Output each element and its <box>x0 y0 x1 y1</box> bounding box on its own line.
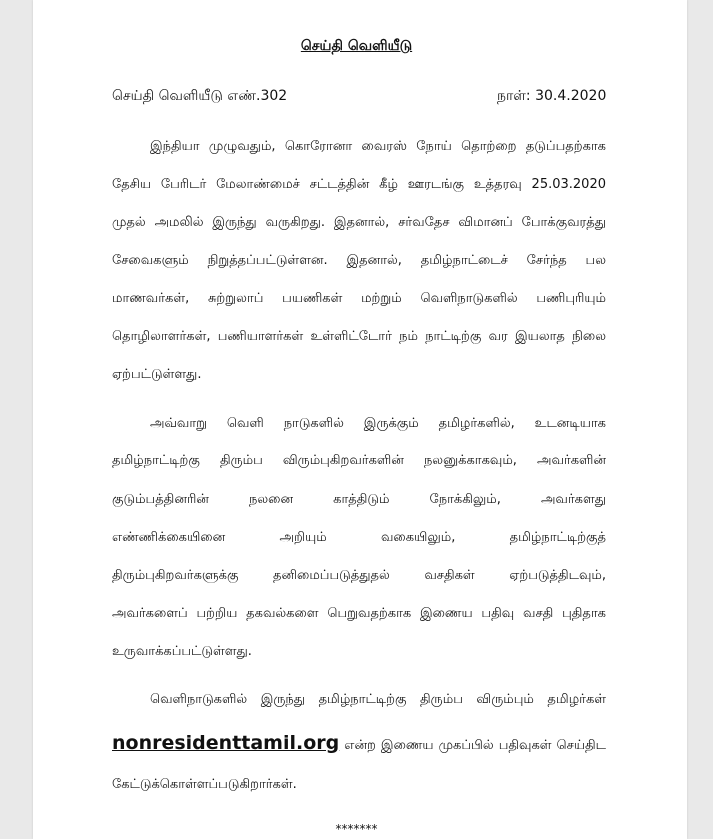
registration-website-link[interactable]: nonresidenttamil.org <box>112 732 340 754</box>
paragraph-3-line-3: கேட்டுக்கொள்ளப்படுகிறார்கள். <box>112 777 297 792</box>
paragraph-1-line-1: இந்தியா முழுவதும், கொரோனா வைரஸ் நோய் தொற்றை தடுப்பதற்காக <box>150 139 606 154</box>
paragraph-1-line-2: தேசிய பேரிடர் மேலாண்மைச் சட்டத்தின் கீழ் ஊரடங்கு உத்தரவு 25.03.2020 <box>112 177 606 192</box>
paragraph-3-line-1: வெளிநாடுகளில் இருந்து தமிழ்நாட்டிற்கு திரும்ப விரும்பும் தமிழர்கள் <box>150 692 606 707</box>
paragraph-2-line-1: அவ்வாறு வெளி நாடுகளில் இருக்கும் தமிழர்களில், உடனடியாக <box>150 416 606 431</box>
paragraph-1-line-7: ஏற்பட்டுள்ளது. <box>112 367 202 382</box>
paragraph-1-line-5: மாணவர்கள், சுற்றுலாப் பயணிகள் மற்றும் வெளிநாடுகளில் பணிபுரியும் <box>112 291 606 306</box>
press-release-number: செய்தி வெளியீடு எண்.302 <box>112 88 288 104</box>
press-release-date: நாள்: 30.4.2020 <box>497 88 607 104</box>
paragraph-1-line-4: சேவைகளும் நிறுத்தப்பட்டுள்ளன. இதனால், தமிழ்நாட்டைச் சேர்ந்த பல <box>112 253 606 268</box>
document-title: செய்தி வெளியீடு <box>300 38 413 54</box>
paragraph-2-line-6: அவர்களைப் பற்றிய தகவல்களை பெறுவதற்காக இணைய பதிவு வசதி புதிதாக <box>112 606 606 621</box>
paragraph-1-line-6: தொழிலாளர்கள், பணியாளர்கள் உள்ளிட்டோர் நம் நாட்டிற்கு வர இயலாத நிலை <box>112 329 606 344</box>
end-marker: ******* <box>335 822 378 836</box>
paragraph-2-line-2: தமிழ்நாட்டிற்கு திரும்ப விரும்புகிறவர்களின் நலனுக்காகவும், அவர்களின் <box>112 453 606 468</box>
link-suffix-text: என்ற இணைய முகப்பில் பதிவுகள் செய்திட <box>344 738 607 753</box>
paragraph-2-line-4: எண்ணிக்கையினை அறியும் வகையிலும், தமிழ்நாட்டிற்குத் <box>112 530 606 545</box>
paragraph-3-line-2 <box>112 733 606 756</box>
paragraph-1-line-3: முதல் அமலில் இருந்து வருகிறது. இதனால், சர்வதேச விமானப் போக்குவரத்து <box>112 215 606 230</box>
paragraph-2-line-5: திரும்புகிறவர்களுக்கு தனிமைப்படுத்துதல் வசதிகள் ஏற்படுத்திடவும், <box>112 568 606 583</box>
paragraph-2-line-3: குடும்பத்தினரின் நலனை காத்திடும் நோக்கிலும், அவர்களது <box>112 492 606 507</box>
paragraph-2-line-7: உருவாக்கப்பட்டுள்ளது. <box>112 644 252 659</box>
